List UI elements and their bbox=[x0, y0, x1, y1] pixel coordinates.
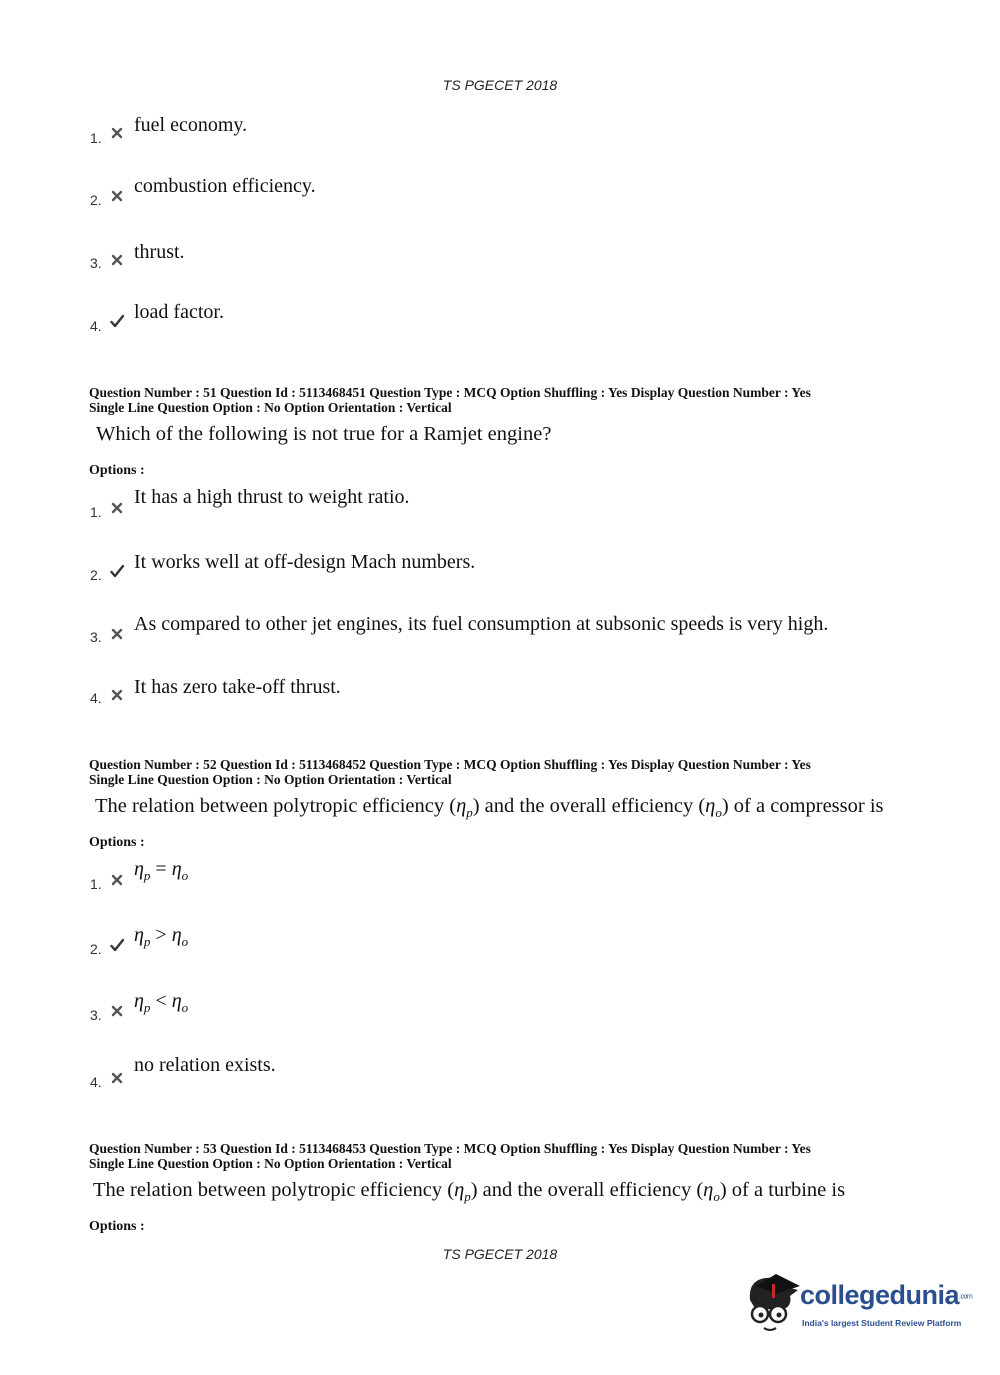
option-number: 1. bbox=[90, 504, 102, 520]
q52-meta bbox=[89, 757, 811, 787]
q53-question-text bbox=[93, 1179, 845, 1205]
option-number: 3. bbox=[90, 629, 102, 645]
meta-line-2: Single Line Question Option : No Option Orientation : Vertical bbox=[89, 772, 452, 787]
eta-symbol: η bbox=[134, 990, 144, 1012]
meta-line-2: Single Line Question Option : No Option Orientation : Vertical bbox=[89, 400, 452, 415]
subscript: p bbox=[143, 934, 151, 949]
option-number: 3. bbox=[90, 255, 102, 271]
question-text-part: ) and the overall efficiency ( bbox=[472, 795, 706, 817]
question-text-part: ) of a turbine is bbox=[719, 1179, 846, 1201]
option-number: 2. bbox=[90, 192, 102, 208]
subscript: o bbox=[715, 805, 722, 821]
eta-symbol: η bbox=[171, 858, 182, 880]
wrong-icon bbox=[110, 688, 124, 702]
option-text: It has a high thrust to weight ratio. bbox=[134, 486, 410, 508]
subscript: p bbox=[464, 1189, 471, 1205]
q51-question-text: Which of the following is not true for a Ramjet engine? bbox=[96, 423, 552, 445]
option-number: 1. bbox=[90, 130, 102, 146]
option-text: fuel economy. bbox=[134, 114, 248, 136]
subscript: p bbox=[143, 868, 151, 883]
eta-symbol: η bbox=[171, 924, 182, 946]
option-text: It works well at off-design Mach numbers. bbox=[134, 551, 476, 573]
option-text: As compared to other jet engines, its fuel consumption at subsonic speeds is very high. bbox=[134, 613, 829, 635]
meta-line-1: Question Number : 53 Question Id : 5113468453 Question Type : MCQ Option Shuffling : Yes Display Question Number : Yes bbox=[89, 1141, 811, 1156]
check-icon bbox=[110, 314, 124, 328]
logo-tagline: India's largest Student Review Platform bbox=[802, 1318, 962, 1328]
wrong-icon bbox=[110, 1004, 124, 1018]
mascot-icon bbox=[742, 1270, 802, 1338]
option-text: no relation exists. bbox=[134, 1054, 276, 1076]
meta-line-1: Question Number : 51 Question Id : 5113468451 Question Type : MCQ Option Shuffling : Yes Display Question Number : Yes bbox=[89, 385, 811, 400]
option-text: thrust. bbox=[134, 241, 185, 263]
option-formula bbox=[134, 990, 188, 1016]
eta-symbol: η bbox=[134, 858, 144, 880]
q51-meta bbox=[89, 385, 811, 415]
option-text: It has zero take-off thrust. bbox=[134, 676, 341, 698]
page-footer: TS PGECET 2018 bbox=[442, 1246, 558, 1262]
logo-name bbox=[800, 1280, 972, 1311]
eta-symbol: η bbox=[705, 795, 716, 817]
subscript: p bbox=[143, 1000, 151, 1015]
wrong-icon bbox=[110, 189, 124, 203]
check-icon bbox=[110, 938, 124, 952]
eta-symbol: η bbox=[703, 1179, 714, 1201]
operator: = bbox=[155, 858, 167, 880]
option-text: load factor. bbox=[134, 301, 224, 323]
wrong-icon bbox=[110, 627, 124, 641]
meta-line-1: Question Number : 52 Question Id : 5113468452 Question Type : MCQ Option Shuffling : Yes Display Question Number : Yes bbox=[89, 757, 811, 772]
option-number: 2. bbox=[90, 941, 102, 957]
option-formula bbox=[134, 924, 188, 950]
wrong-icon bbox=[110, 1071, 124, 1085]
check-icon bbox=[110, 564, 124, 578]
page-header: TS PGECET 2018 bbox=[442, 77, 558, 93]
question-text-part: ) of a compressor is bbox=[721, 795, 884, 817]
eta-symbol: η bbox=[171, 990, 182, 1012]
option-formula bbox=[134, 858, 188, 884]
option-number: 4. bbox=[90, 690, 102, 706]
wrong-icon bbox=[110, 501, 124, 515]
q53-options-label: Options : bbox=[89, 1219, 145, 1234]
option-number: 1. bbox=[90, 876, 102, 892]
eta-symbol: η bbox=[456, 795, 467, 817]
option-number: 4. bbox=[90, 1074, 102, 1090]
option-text: combustion efficiency. bbox=[134, 175, 316, 197]
subscript: p bbox=[466, 805, 473, 821]
subscript: o bbox=[181, 1000, 189, 1015]
question-text-part: The relation between polytropic efficiency ( bbox=[95, 795, 457, 817]
subscript: o bbox=[713, 1189, 720, 1205]
q53-meta bbox=[89, 1141, 811, 1171]
eta-symbol: η bbox=[454, 1179, 465, 1201]
question-text-part: ) and the overall efficiency ( bbox=[470, 1179, 704, 1201]
wrong-icon bbox=[110, 126, 124, 140]
logo-suffix: .com bbox=[959, 1293, 973, 1301]
wrong-icon bbox=[110, 873, 124, 887]
wrong-icon bbox=[110, 253, 124, 267]
q52-options-label: Options : bbox=[89, 835, 145, 850]
collegedunia-logo bbox=[742, 1270, 972, 1340]
eta-symbol: η bbox=[134, 924, 144, 946]
q52-question-text bbox=[95, 795, 884, 821]
option-number: 3. bbox=[90, 1007, 102, 1023]
question-text-part: The relation between polytropic efficiency ( bbox=[93, 1179, 455, 1201]
subscript: o bbox=[181, 934, 189, 949]
operator: > bbox=[155, 924, 167, 946]
option-number: 4. bbox=[90, 318, 102, 334]
option-number: 2. bbox=[90, 567, 102, 583]
q51-options-label: Options : bbox=[89, 463, 145, 478]
logo-wordmark: collegedunia bbox=[800, 1280, 960, 1310]
subscript: o bbox=[181, 868, 189, 883]
operator: < bbox=[155, 990, 167, 1012]
meta-line-2: Single Line Question Option : No Option Orientation : Vertical bbox=[89, 1156, 452, 1171]
